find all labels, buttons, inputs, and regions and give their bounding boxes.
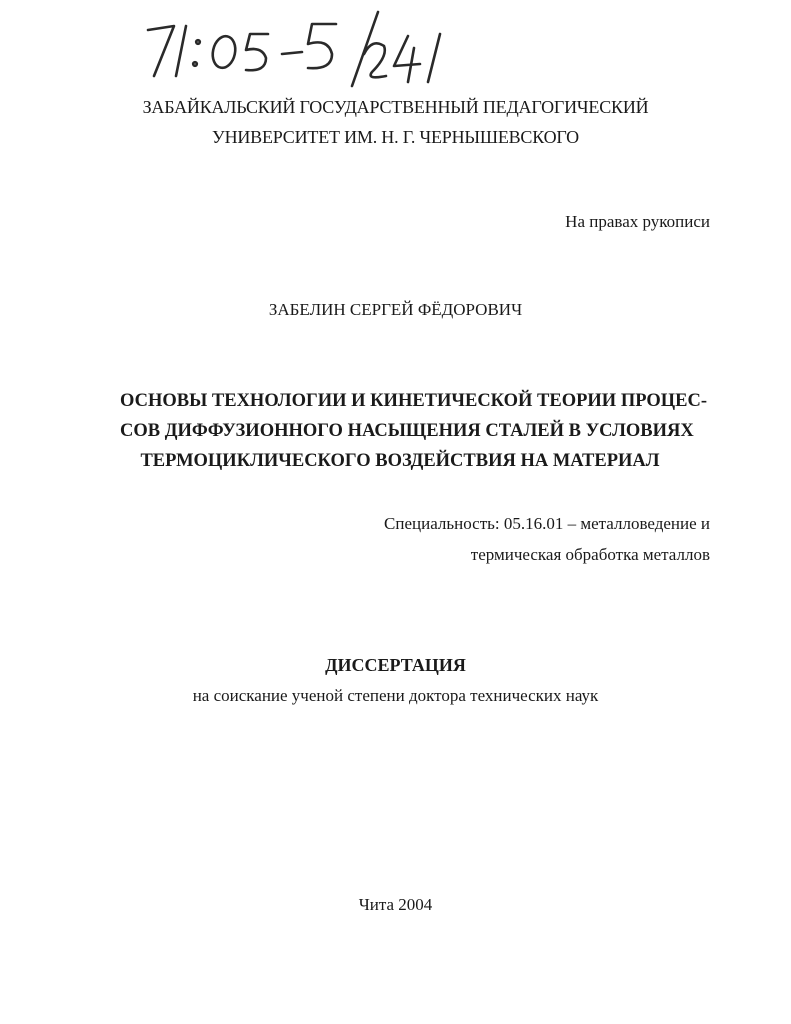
specialty-line-1: Специальность: 05.16.01 – металловедение и (384, 514, 710, 533)
degree-description: на соискание ученой степени доктора технических наук (192, 686, 599, 705)
university-line-2: УНИВЕРСИТЕТ ИМ. Н. Г. ЧЕРНЫШЕВСКОГО (212, 127, 579, 147)
dissertation-title (120, 386, 708, 476)
handwritten-archive-number (140, 8, 460, 88)
author-name: ЗАБЕЛИН СЕРГЕЙ ФЁДОРОВИЧ (268, 300, 523, 319)
title-line-2: СОВ ДИФФУЗИОННОГО НАСЫЩЕНИЯ СТАЛЕЙ В УСЛОВИЯХ (120, 421, 694, 441)
specialty-line-2: термическая обработка металлов (470, 545, 710, 564)
title-line-3: ТЕРМОЦИКЛИЧЕСКОГО ВОЗДЕЙСТВИЯ НА МАТЕРИАЛ (140, 451, 660, 471)
university-line-1: ЗАБАЙКАЛЬСКИЙ ГОСУДАРСТВЕННЫЙ ПЕДАГОГИЧЕСКИЙ (142, 97, 649, 117)
university-name (0, 92, 791, 152)
handwritten-number-drawing (140, 8, 460, 88)
specialty-block (384, 508, 710, 570)
city-year: Чита 2004 (358, 895, 433, 914)
document-type: ДИССЕРТАЦИЯ (325, 655, 466, 675)
title-line-1: ОСНОВЫ ТЕХНОЛОГИИ И КИНЕТИЧЕСКОЙ ТЕОРИИ ПРОЦЕС- (120, 391, 708, 411)
manuscript-note: На правах рукописи (565, 212, 710, 231)
